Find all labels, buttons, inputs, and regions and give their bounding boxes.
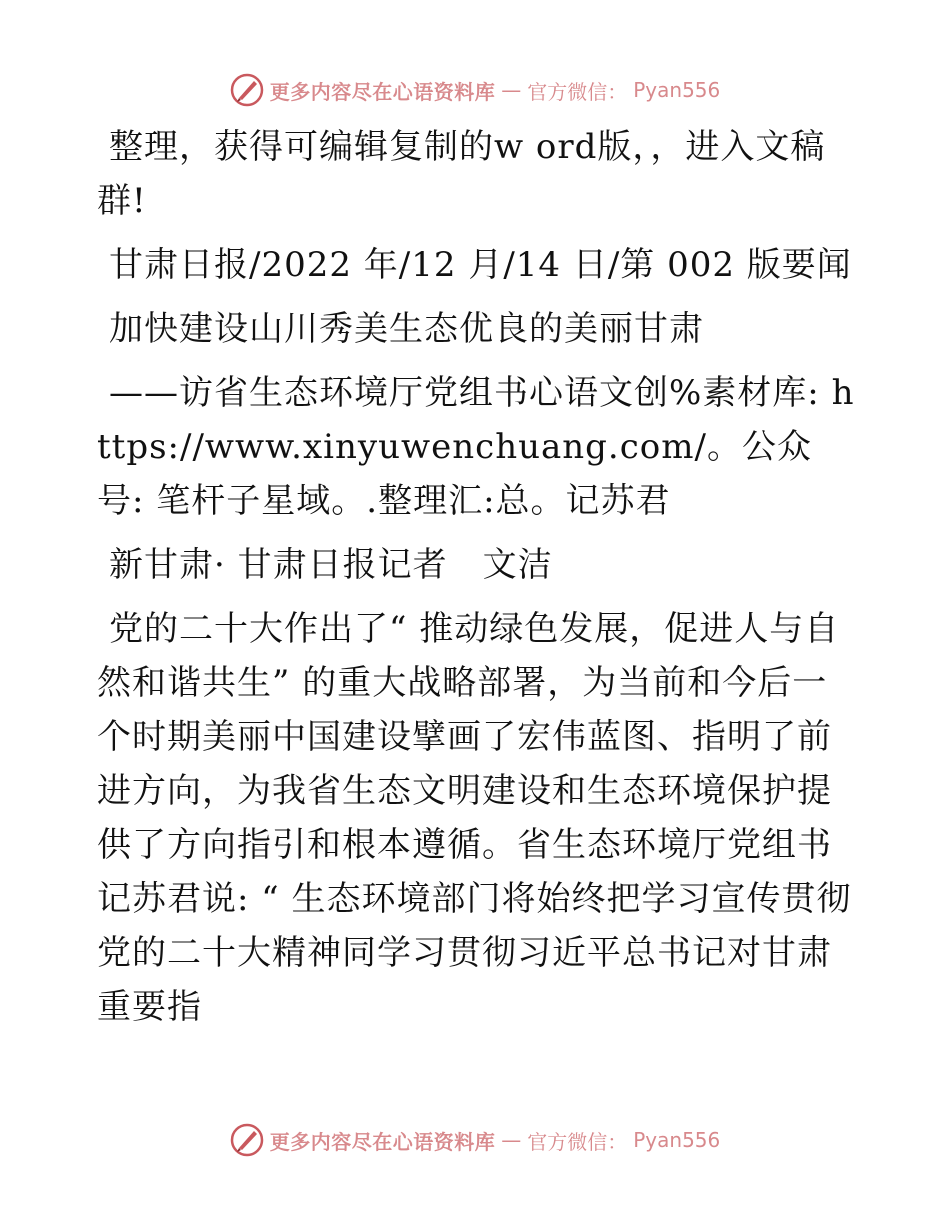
quill-pen-icon <box>230 73 264 107</box>
watermark-separator: — <box>501 78 522 102</box>
intro-paragraph: 整理，获得可编辑复制的w ord版，，进入文稿群! <box>97 127 826 221</box>
watermark-wechat-label: 官方微信： <box>527 79 628 104</box>
watermark-site-text: 更多内容尽在心语资料库 <box>269 1129 496 1154</box>
watermark-site-text: 更多内容尽在心语资料库 <box>269 79 496 104</box>
watermark-wechat-id: Pyan556 <box>633 1128 721 1152</box>
document-body <box>97 120 857 1044</box>
source-line: 甘肃日报/2022 年/12 月/14 日/第 002 版要闻 <box>109 245 852 285</box>
header-watermark <box>0 70 950 110</box>
byline: 新甘肃· 甘肃日报记者 文洁 <box>109 545 553 585</box>
article-title: 加快建设山川秀美生态优良的美丽甘肃 <box>109 309 704 349</box>
article-subtitle: ——访省生态环境厅党组书心语文创%素材库: https://www.xinyuwenchuang.com/。公众号: 笔杆子星域。.整理汇:总。记苏君 <box>97 373 855 521</box>
footer-watermark <box>0 1120 950 1160</box>
watermark-separator: — <box>501 1128 522 1152</box>
watermark-wechat-id: Pyan556 <box>633 78 721 102</box>
quill-pen-icon <box>230 1123 264 1157</box>
body-paragraph: 党的二十大作出了“ 推动绿色发展，促进人与自然和谐共生” 的重大战略部署，为当前和今后一个时期美丽中国建设擘画了宏伟蓝图、指明了前进方向，为我省生态文明建设和生态环境保护提供了方向指引和根本遵循。省生态环境厅党组书记苏君说: “ 生态环境部门将始终把学习宣传贯彻党的二十大精神同学习贯彻习近平总书记对甘肃重要指 <box>97 609 852 1027</box>
watermark-wechat-label: 官方微信： <box>527 1129 628 1154</box>
